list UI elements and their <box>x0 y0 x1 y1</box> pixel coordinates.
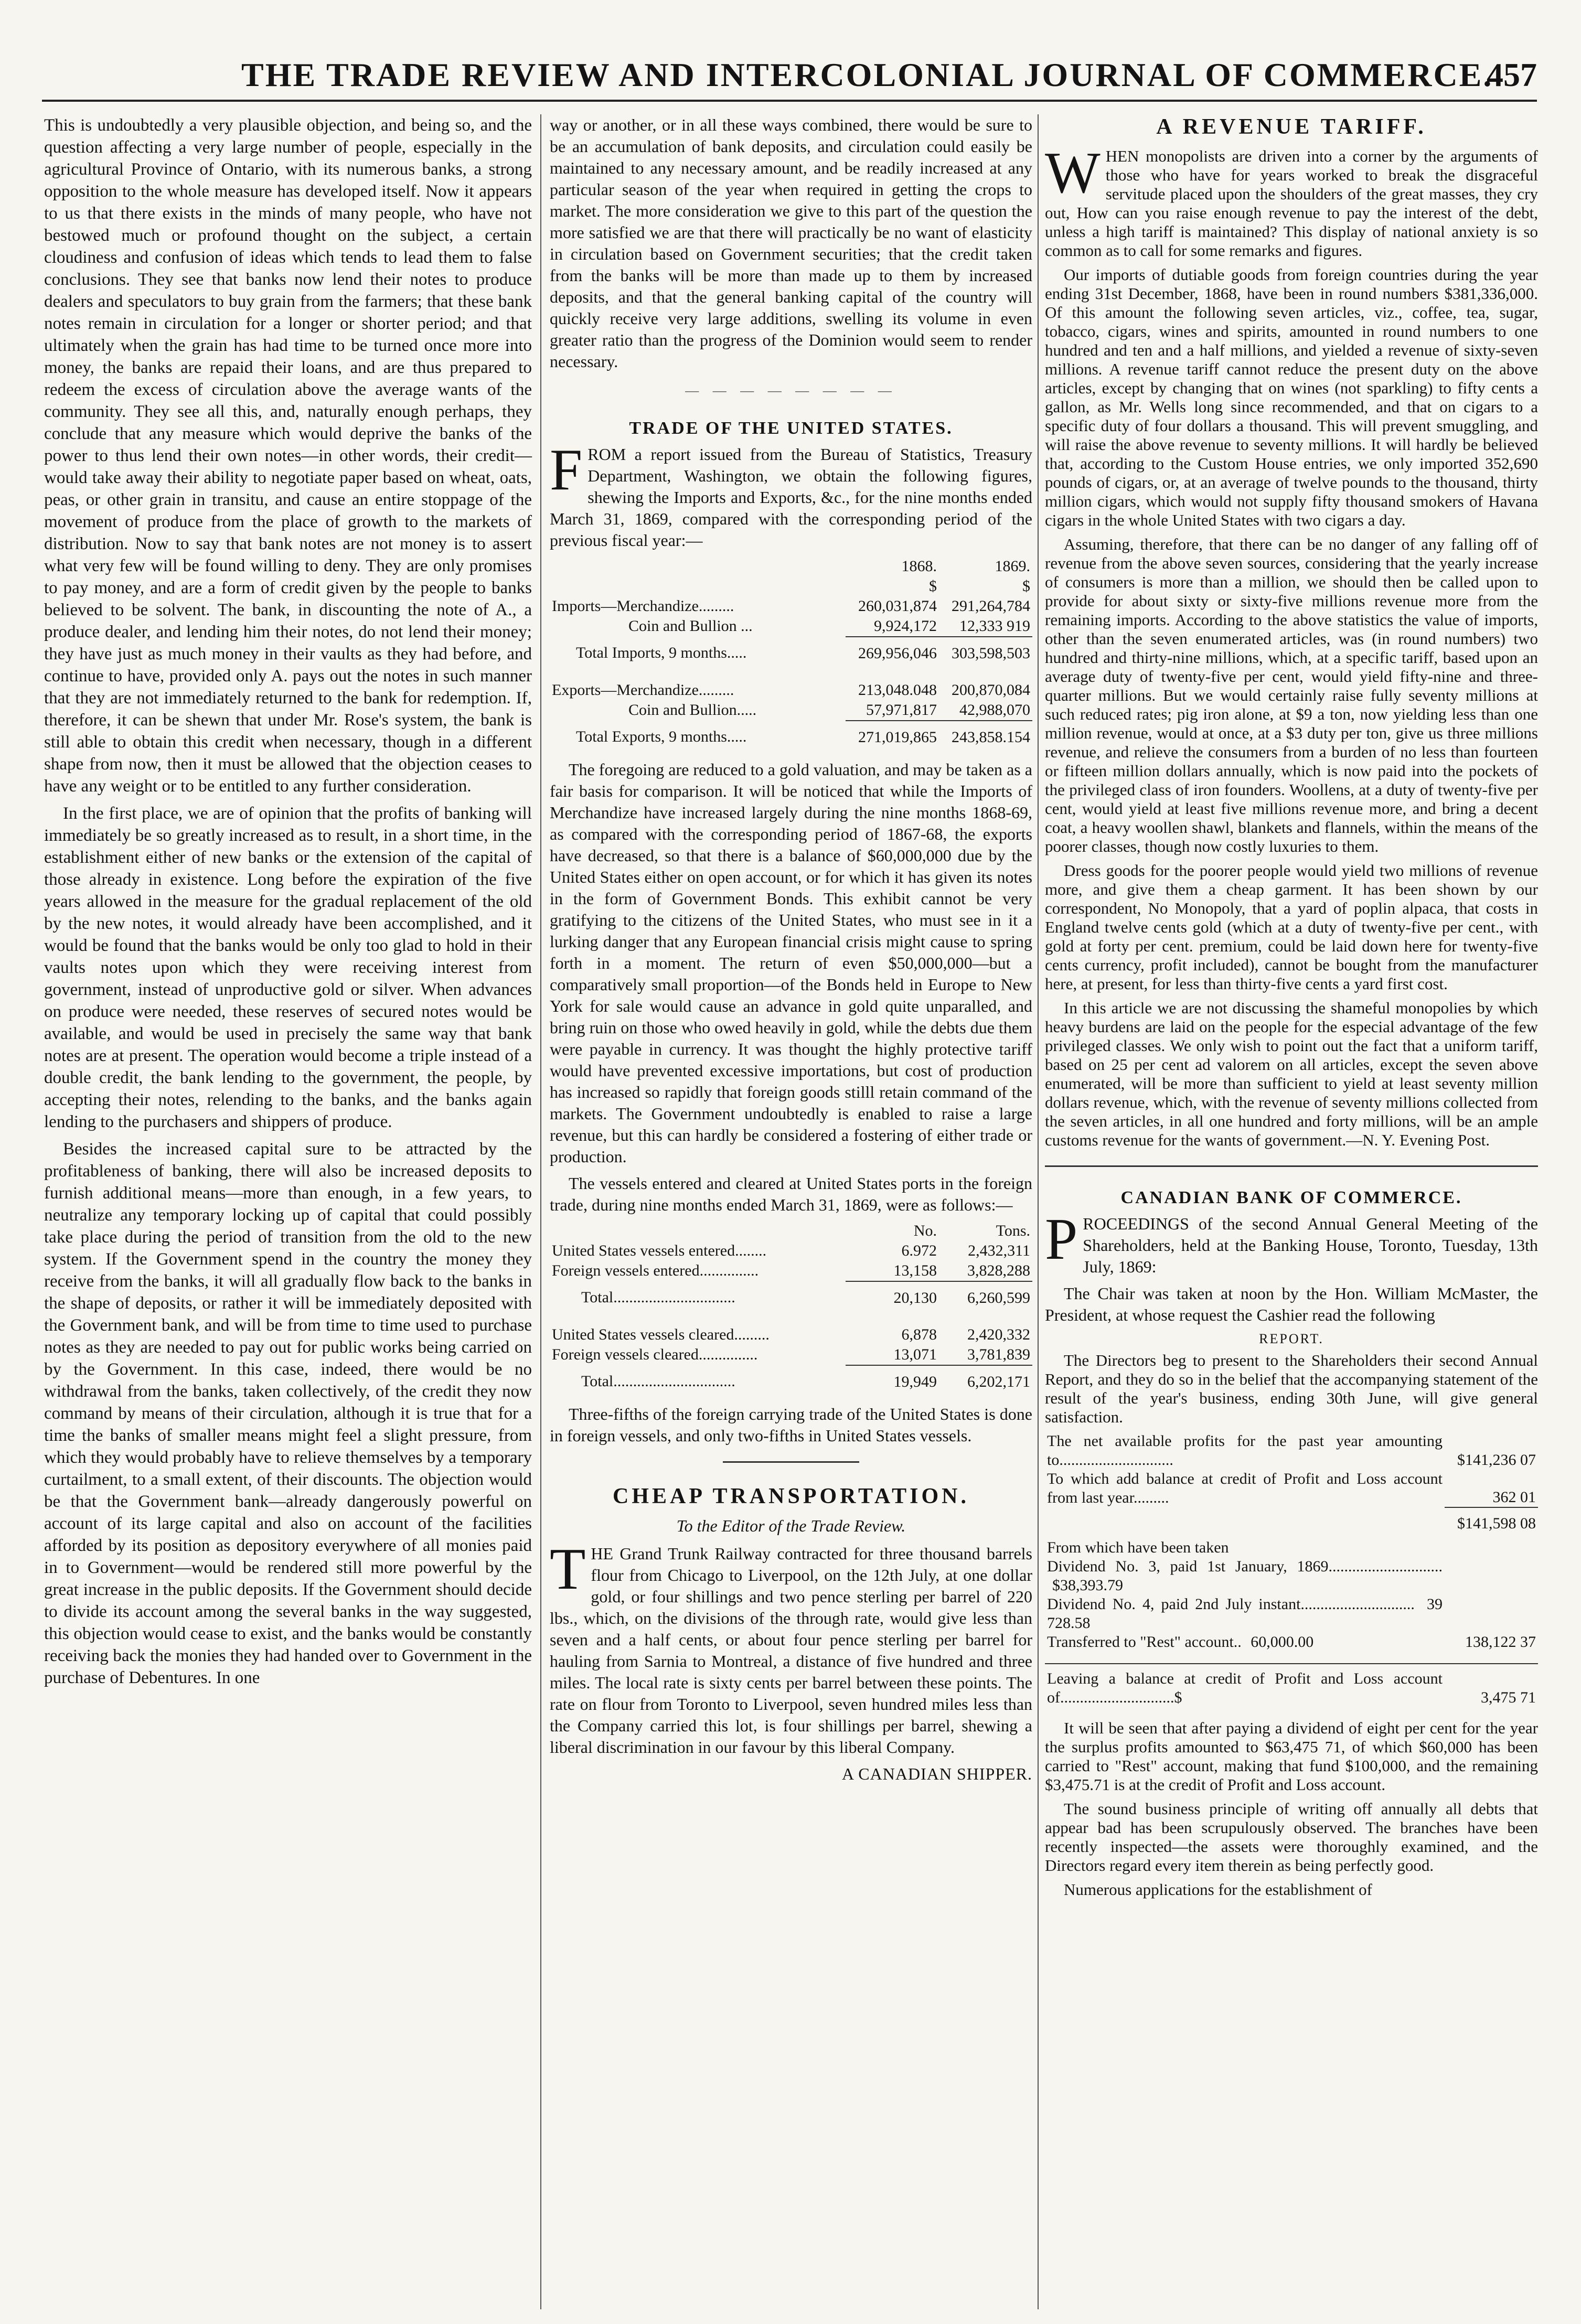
cell-1869: 12,333 919 <box>959 617 1030 635</box>
column-2 <box>550 114 1032 1790</box>
table-row <box>550 680 1032 700</box>
cell-tons: 2,420,332 <box>967 1326 1030 1343</box>
article-paragraph: Three-fifths of the foreign carrying trade of the United States is done in foreign vessels, and only two-fifths in United States vessels. <box>550 1405 1032 1445</box>
article-paragraph: The Chair was taken at noon by the Hon. William McMaster, the President, at whose request the Cashier read the following <box>1045 1284 1538 1324</box>
row-label: Dividend No. 3, paid 1st January, 1869............................. <box>1047 1558 1443 1575</box>
cell-1869: 42,988,070 <box>959 701 1030 719</box>
article-paragraph: In the first place, we are of opinion that the profits of banking will immediately be so greatly increased as to result, in a short time, in the establishment either of new banks or the extension of the capital of those already in existence. Long before the expiration of the five years allowed in the measure for the gradual replacement of the old by the new notes, it would already have been accomplished, and it would be found that the banks would be only too glad to hold in their vaults notes upon which they were receiving interest from government, instead of unproductive gold or silver. When advances on produce were needed, these reserves of secured notes would be available, and would be used in precisely the same way that bank notes are at present. The operation would become a triple instead of a double credit, the bank lending to the government, the people, by accepting their notes, relending to the banks, and the banks again lending to the purchasers and shippers of produce. <box>44 804 532 1131</box>
article-paragraph: Besides the increased capital sure to be attracted by the profitableness of banking, there will also be increased deposits to furnish additional means—more than enough, in a few years, to neutralize any temporary locking up of capital that could possibly take place during the period of transition from the old to the new system. If the Government spend in the country the money they receive from the banks, it will all gradually flow back to the banks in the shape of deposits, or rather it will be immediately deposited with the Government bank, and will be from time to time used to purchase notes as they are needed to pay out for public works being carried on by the Government. In this case, indeed, there would be no withdrawal from the banks, taken collectively, of the credit they now command by means of their circulation, although it is true that for a time the banks of smaller means might feel a slight pressure, from which they would probably have to relieve themselves by a temporary curtailment, to a small extent, of their discounts. The objection would be that the Government bank—already dangerously powerful on account of its large capital and also on account of the facilities afforded by its position as depository everywhere of all monies paid in to Government—would be rendered still more powerful by the great increase in the public deposits. If the Government should decide to divide its account among the several banks in the way suggested, this objection would cease to exist, and the banks would be constantly receiving back the monies they had handed over to Government in the purchase of Debentures. In one <box>44 1140 532 1687</box>
column-header: 1869. <box>995 558 1030 575</box>
table-row <box>550 616 1032 637</box>
row-label: To which add balance at credit of Profit and Loss account from last year......... <box>1047 1470 1443 1506</box>
letter-signature: A CANADIAN SHIPPER. <box>841 1764 1032 1783</box>
cell-tons: 6,202,171 <box>939 1365 1032 1397</box>
row-label: Leaving a balance at credit of Profit and Loss account of.............................$ <box>1045 1664 1445 1712</box>
table-row <box>550 1325 1032 1345</box>
table-total-row <box>550 1365 1032 1397</box>
table-total-row <box>1045 1664 1538 1712</box>
row-label: United States vessels cleared......... <box>552 1326 770 1343</box>
page-number: 457 <box>1487 56 1537 93</box>
table-row <box>1045 1557 1538 1595</box>
row-label: Imports—Merchandize......... <box>552 597 734 615</box>
row-value: 39 728.58 <box>1047 1595 1443 1632</box>
paragraph-text: HE Grand Trunk Railway contracted for three thousand barrels flour from Chicago to Liverpool, on the 12th July, at one dollar gold, or four shillings and two pence sterling per barrel of 220 lbs., which, on the divisions of the through rate, would give less than seven and a half cents, or about four pence sterling per barrel for hauling from Sarnia to Montreal, a distance of five hundred and three miles. The local rate is sixty cents per barrel between these points. The rate on flour from Toronto to Liverpool, seven hundred miles less than the Company carried this lot, is four shillings per barrel, shewing a liberal discrimination in our favour by this liberal Company. <box>550 1544 1032 1757</box>
report-label: REPORT. <box>1259 1331 1324 1346</box>
article-paragraph: Dress goods for the poorer people would yield two millions of revenue more, and give them a cheap garment. It has been shown by our correspondent, No Monopoly, that a yard of poplin alpaca, that costs in England twelve cents gold (which at a duty of twenty-five per cent., with gold at forty per cent. premium, could be laid down here for twenty-five cents currency, profit included), cannot be bought from the manufacturer here, at present, for less than thirty-five cents a yard first cost. <box>1045 861 1538 993</box>
table-row <box>550 596 1032 616</box>
imports-exports-table <box>550 556 1032 753</box>
row-label: The net available profits for the past year amounting to............................. <box>1047 1432 1443 1469</box>
cell-tons: 3,828,288 <box>967 1262 1030 1279</box>
drop-cap: F <box>550 437 583 502</box>
page-header <box>42 52 1537 102</box>
row-value: 60,000.00 <box>1251 1633 1314 1651</box>
cell-tons: 2,432,311 <box>968 1242 1030 1259</box>
article-paragraph: Our imports of dutiable goods from foreign countries during the year ending 31st December, 1868, have been in round numbers $381,336,000. Of this amount the following seven articles, viz., coffee, tea, sugar, tobacco, cigars, wines and spirits, amounted in round numbers to one hundred and ten and a half millions, and yielded a revenue of sixty-seven millions. A revenue tariff cannot reduce the present duty on the above articles, except by changing that on wines (not sparkling) to fifty cents a gallon, as Mr. Wells long since recommended, and that on cigars to a specific duty of four dollars a thousand. This will prevent smuggling, and will raise the above revenue to seventy millions. It will hardly be believed that, according to the Custom House entries, we only imported 352,690 pounds of cigars, or, at an average of twelve pounds to the thousand, thirty million cigars, which would not supply fifty thousand smokers of Havana cigars in the whole United States with two cigars a day. <box>1045 265 1538 529</box>
section-subheading: To the Editor of the Trade Review. <box>676 1516 906 1535</box>
table-row <box>1045 1470 1538 1507</box>
article-paragraph: It will be seen that after paying a dividend of eight per cent for the year the surplus profits amounted to $63,475 71, of which $60,000 has been carried to "Rest" account, making that fund $100,000, and the remaining $3,475.71 is at the credit of Profit and Loss account. <box>1045 1719 1538 1794</box>
cell-1869: 303,598,503 <box>939 637 1032 669</box>
table-row <box>1045 1595 1538 1633</box>
table-row <box>1045 1633 1538 1652</box>
column-divider <box>1038 114 1039 2309</box>
row-value: 362 01 <box>1492 1488 1536 1506</box>
cell-no: 6.972 <box>901 1242 937 1259</box>
article-paragraph: This is undoubtedly a very plausible objection, and being so, and the question affecting a very large number of people, especially in the agricultural Province of Ontario, with its numerous banks, a strong opposition to the whole measure has developed itself. Now it appears to us that there exists in the minds of many people, who have not bestowed much or profound thought on the subject, a certain cloudiness and confusion of ideas which tends to lead them to false conclusions. They see that banks now lend their notes to produce dealers and speculators to buy grain from the farmers; that these bank notes remain in circulation for a longer or shorter period; and that ultimately when the grain has had time to be turned once more into money, the banks are repaid their loans, and are thus prepared to redeem the excess of circulation above the average wants of the community. They see all this, and, naturally enough perhaps, they conclude that any measure which would deprive the banks of the power to thus lend their own notes—in other words, their credit—would take away their ability to negotiate paper based on wheat, oats, peas, or other grain in transitu, and cause an entire stoppage of the movement of produce from the place of growth to the markets of distribution. Now to say that bank notes are not money is to assert what very few will be found willing to deny. They are only promises to pay money, and are a form of credit given by the people to banks believed to be solvent. The bank, in discounting the note of A., a produce dealer, and lending him their notes, do not lend their money; they have just as much money in their vaults as they had before, and continue to have, provided only A. pays out the notes in such manner that they are not immediately returned to the bank for redemption. If, therefore, it can be shewn that under Mr. Rose's system, the bank is still able to obtain this credit when necessary, though in a different shape from now, then it must be allowed that the objection ceases to have any weight or to be entitled to any further consideration. <box>44 116 532 796</box>
cell-no: 6,878 <box>901 1326 937 1343</box>
column-divider <box>540 114 541 2309</box>
table-total-row <box>550 721 1032 753</box>
drop-cap: W <box>1045 141 1101 206</box>
section-divider <box>1045 1165 1538 1167</box>
table-header-row <box>550 1221 1032 1241</box>
cell-no: 13,158 <box>893 1262 937 1279</box>
cell-no: 19,949 <box>846 1365 939 1397</box>
row-value: $141,598 08 <box>1445 1507 1538 1538</box>
cell-1868: 57,971,817 <box>866 701 937 719</box>
row-label: Transferred to "Rest" account.. <box>1047 1633 1242 1651</box>
row-label: Total............................... <box>581 1289 735 1306</box>
row-value: 3,475 71 <box>1445 1664 1538 1712</box>
article-paragraph: Numerous applications for the establishment of <box>1064 1880 1373 1899</box>
vessels-table <box>550 1221 1032 1397</box>
paragraph-text: ROCEEDINGS of the second Annual General Meeting of the Shareholders, held at the Banking House, Toronto, Tuesday, 13th July, 1869: <box>1083 1214 1538 1276</box>
section-heading-trade-us: TRADE OF THE UNITED STATES. <box>629 419 953 438</box>
drop-cap: P <box>1045 1207 1078 1272</box>
paragraph-text: HEN monopolists are driven into a corner by the arguments of those who have for years worked to break the disgraceful servitude placed upon the shoulders of the great masses, they cry out, How can you raise enough revenue to pay the interest of the debt, unless a high tariff is maintained? This display of national anxiety is so common as to call for some remarks and figures. <box>1045 147 1538 260</box>
row-label: Exports—Merchandize......... <box>552 681 734 699</box>
cell-1869: 200,870,084 <box>952 681 1030 699</box>
table-row <box>1045 1538 1538 1557</box>
article-paragraph: The Directors beg to present to the Shareholders their second Annual Report, and they do so in the belief that the accompanying statement of the result of the year's business, ending 30th June, will give general satisfaction. <box>1045 1351 1538 1426</box>
row-value: $141,236 07 <box>1457 1451 1536 1469</box>
row-label-group <box>1045 1633 1445 1652</box>
cell-tons: 6,260,599 <box>939 1281 1032 1313</box>
column-header: Tons. <box>996 1222 1030 1239</box>
table-unit-row <box>550 576 1032 596</box>
cell-1869: 291,264,784 <box>952 597 1030 615</box>
row-label: Dividend No. 4, paid 2nd July instant............................. <box>1047 1595 1415 1613</box>
row-label-group <box>1045 1595 1445 1633</box>
table-header-row <box>550 556 1032 576</box>
cell-1868: 260,031,874 <box>858 597 937 615</box>
section-divider: — — — — — — — — <box>685 383 897 398</box>
row-label: Total Imports, 9 months..... <box>576 644 747 661</box>
cell-1868: 271,019,865 <box>846 721 939 753</box>
table-total-row <box>1045 1507 1538 1538</box>
row-label: Coin and Bullion..... <box>628 701 757 719</box>
row-label: From which have been taken <box>1047 1539 1229 1556</box>
row-value: 138,122 37 <box>1465 1633 1536 1651</box>
row-label: Foreign vessels entered............... <box>552 1262 759 1279</box>
journal-title: THE TRADE REVIEW AND INTERCOLONIAL JOURNAL OF COMMERCE. <box>241 56 1493 93</box>
row-label: Coin and Bullion ... <box>628 617 753 635</box>
column-header: 1868. <box>901 558 937 575</box>
unit-label: $ <box>1022 577 1030 595</box>
article-paragraph <box>1045 141 1538 260</box>
section-heading-cheap-transportation: CHEAP TRANSPORTATION. <box>613 1484 969 1508</box>
article-paragraph: Assuming, therefore, that there can be no danger of any falling off of revenue from the above seven sources, considering that the yearly increase of consumers is more than a million, we should then be called upon to provide for about sixty or sixty-five millions revenue more from the remaining imports. According to the above statistics the value of imports, other than the seven enumerated articles, was (in round numbers) two hundred and thirty-nine millions, which, at a specific tariff, based upon an average duty of twenty-five per cent, would yield fifty-nine and three-quarter millions. But we would certainly raise fully seventy millions at such reduced rates; pig iron alone, at $9 a ton, now yielding less than one million revenue, would at once, at a $3 duty per ton, give us three millions revenue, and relieve the consumers from a burden of no less than fourteen or fifteen million dollars annually, which is now paid into the pockets of the privileged class of iron founders. Woollens, at a duty of twenty-five per cent, would yield at least five millions revenue more, and bring a decent coat, a heavy woollen shawl, blankets and flannels, within the means of the poorer classes, though now costly luxuries to them. <box>1045 535 1538 855</box>
row-label: Total............................... <box>581 1373 735 1390</box>
article-paragraph <box>550 437 1032 551</box>
article-paragraph <box>550 1537 1032 1758</box>
cell-1868: 9,924,172 <box>874 617 937 635</box>
unit-label: $ <box>929 577 937 595</box>
table-row <box>550 1345 1032 1365</box>
cell-tons: 3,781,839 <box>967 1346 1030 1363</box>
cell-1868: 213,048.048 <box>858 681 937 699</box>
section-heading-bank: CANADIAN BANK OF COMMERCE. <box>1120 1188 1462 1207</box>
article-paragraph <box>1045 1207 1538 1278</box>
article-paragraph: way or another, or in all these ways combined, there would be sure to be an accumulation of bank deposits, and circulation could easily be maintained to any necessary amount, and be readily increased at any particular season of the year when required in getting the crops to market. The more consideration we give to this part of the question the more satisfied we are that there will practically be no want of elasticity in circulation based on Government securities; that the credit taken from the banks will be more than made up to them by increased deposits, and that the general banking capital of the country will quickly receive very large additions, swelling its volume in even greater ratio than the progress of the Dominion would seem to render necessary. <box>550 115 1032 371</box>
section-heading-revenue-tariff: A REVENUE TARIFF. <box>1156 115 1427 139</box>
row-label-group <box>1045 1557 1445 1595</box>
table-row <box>1045 1432 1538 1470</box>
column-1 <box>44 114 532 1694</box>
table-row <box>550 700 1032 721</box>
column-3 <box>1045 114 1538 1904</box>
article-paragraph: The vessels entered and cleared at United States ports in the foreign trade, during nine months ended March 31, 1869, were as follows:— <box>550 1174 1032 1214</box>
profit-loss-table <box>1045 1432 1538 1712</box>
row-label: Foreign vessels cleared............... <box>552 1346 758 1363</box>
cell-1868: 269,956,046 <box>846 637 939 669</box>
table-total-row <box>550 1281 1032 1313</box>
row-label: Total Exports, 9 months..... <box>576 728 747 745</box>
row-value: $38,393.79 <box>1052 1577 1123 1594</box>
cell-1869: 243,858.154 <box>939 721 1032 753</box>
row-label: United States vessels entered........ <box>552 1242 767 1259</box>
article-paragraph: The sound business principle of writing off annually all debts that appear bad has been scrupulously observed. The branches have been recently inspected—the assets were thoroughly examined, and the Directors regard every item therein as being perfectly good. <box>1045 1800 1538 1875</box>
table-total-row <box>550 637 1032 669</box>
section-divider <box>723 1461 859 1463</box>
cell-no: 13,071 <box>893 1346 937 1363</box>
article-paragraph: The foregoing are reduced to a gold valuation, and may be taken as a fair basis for comparison. It will be noticed that while the Imports of Merchandize have increased largely during the nine months 1868-69, as compared with the corresponding period of 1867-68, the exports have decreased, so that there is a balance of $60,000,000 due by the United States either on open account, or for which it has given its notes in the form of Government Bonds. This exhibit cannot be very gratifying to the citizens of the United States, who must see in it a lurking danger that any European financial crisis might cause to spring forth in a moment. The return of even $50,000,000—but a comparatively small proportion—of the Bonds held in Europe to New York for sale would cause an advance in gold quite unparalled, and bring ruin on those who owed heavily in gold, while the debts due them were payable in currency. It was thought the highly protective tariff would have prevented excessive importations, but cost of production has increased so rapidly that foreign goods stilll retain command of the markets. The Government undoubtedly is enabled to raise a large revenue, but this can hardly be considered a fostering of either trade or production. <box>550 760 1032 1166</box>
article-paragraph: In this article we are not discussing the shameful monopolies by which heavy burdens are laid on the people for the especial advantage of the few privileged classes. We only wish to point out the fact that a uniform tariff, based on 25 per cent ad valorem on all articles, except the seven above enumerated, will be more than sufficient to yield at least seventy million dollars revenue, which, with the revenue of seventy millions collected from the seven articles, in all one hundred and forty millions, will be an ample customs revenue for the wants of government.—N. Y. Evening Post. <box>1045 999 1538 1149</box>
column-header: No. <box>913 1222 937 1239</box>
table-row <box>550 1241 1032 1261</box>
paragraph-text: ROM a report issued from the Bureau of Statistics, Treasury Department, Washington, we obtain the following figures, shewing the Imports and Exports, &c., for the nine months ended March 31, 1869, compared with the corresponding period of the previous fiscal year:— <box>550 445 1032 550</box>
table-row <box>550 1261 1032 1281</box>
drop-cap: T <box>550 1537 586 1602</box>
cell-no: 20,130 <box>846 1281 939 1313</box>
